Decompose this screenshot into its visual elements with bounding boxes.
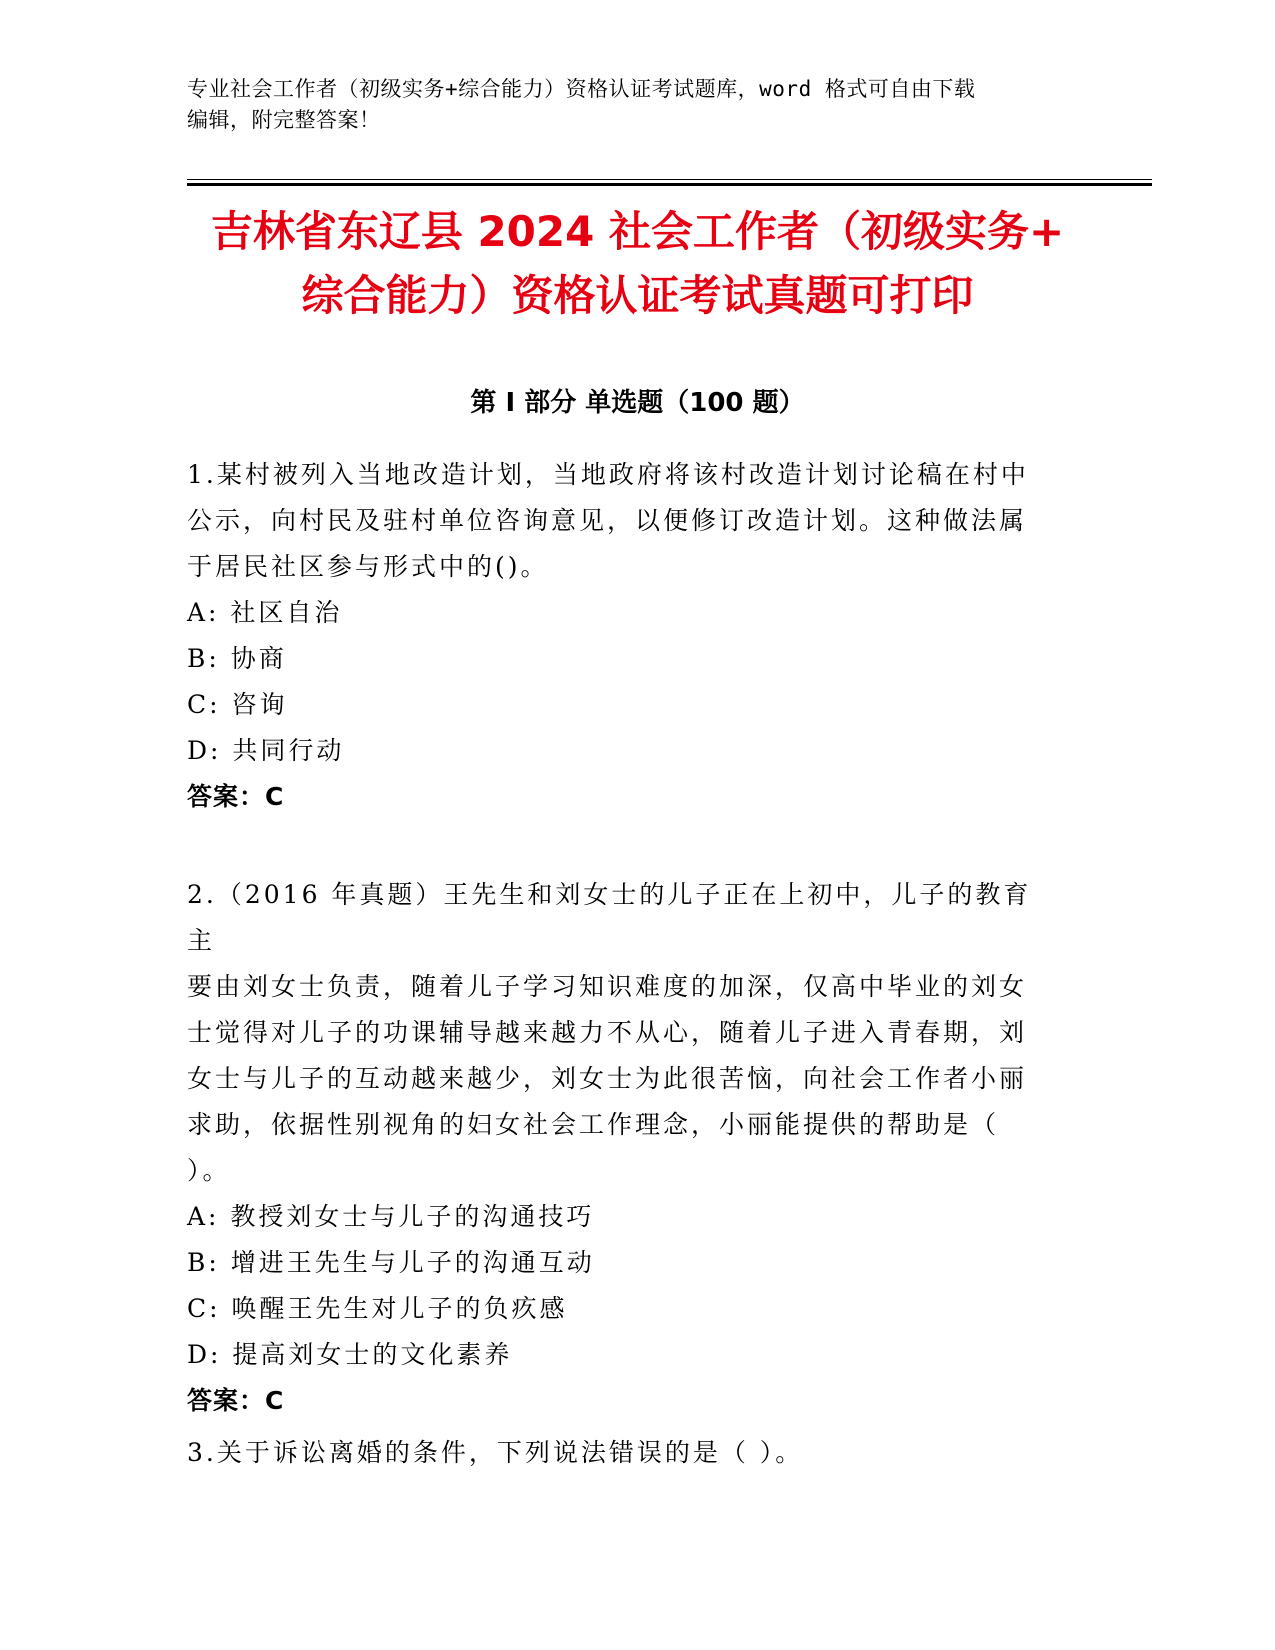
answer: 答案：C [187, 782, 285, 811]
option-a: A: 教授刘女士与儿子的沟通技巧 [187, 1202, 595, 1231]
option-d: D: 提高刘女士的文化素养 [187, 1340, 513, 1369]
option-a: A: 社区自治 [187, 598, 343, 627]
option-c: C: 唤醒王先生对儿子的负疚感 [187, 1294, 568, 1323]
section-heading: 第 I 部分 单选题（100 题） [470, 388, 805, 418]
question-text-line: 3.关于诉讼离婚的条件，下列说法错误的是（ ）。 [187, 1438, 804, 1467]
title-line-2: 综合能力）资格认证考试真题可打印 [301, 271, 974, 320]
header-rule-thick [187, 183, 1152, 186]
question-text-line: 2.（2016 年真题）王先生和刘女士的儿子正在上初中，儿子的教育主 [187, 880, 1032, 955]
header-rule-thin [187, 179, 1152, 180]
header-note [187, 74, 1087, 136]
question-text-line: 1.某村被列入当地改造计划，当地政府将该村改造计划讨论稿在村中 [187, 460, 1029, 489]
question-text-line: 公示，向村民及驻村单位咨询意见，以便修订改造计划。这种做法属 [187, 506, 1028, 535]
document-title [187, 200, 1088, 328]
option-d: D: 共同行动 [187, 736, 345, 765]
header-note-line-2: 编辑，附完整答案！ [187, 108, 381, 132]
question-text-line: 于居民社区参与形式中的()。 [187, 552, 549, 581]
question-text-line: 士觉得对儿子的功课辅导越来越力不从心，随着儿子进入青春期，刘 [187, 1018, 1028, 1047]
answer: 答案：C [187, 1386, 285, 1415]
title-line-1: 吉林省东辽县 2024 社会工作者（初级实务+ [210, 207, 1065, 256]
option-b: B: 协商 [187, 644, 287, 673]
option-b: B: 增进王先生与儿子的沟通互动 [187, 1248, 595, 1277]
question-text-line: 女士与儿子的互动越来越少，刘女士为此很苦恼，向社会工作者小丽 [187, 1064, 1028, 1093]
question-2 [187, 872, 1057, 1424]
header-note-line-1: 专业社会工作者（初级实务+综合能力）资格认证考试题库，word 格式可自由下载 [187, 77, 976, 101]
question-1 [187, 452, 1057, 820]
question-text-line: ）。 [187, 1156, 231, 1185]
question-3 [187, 1430, 1057, 1476]
option-c: C: 咨询 [187, 690, 288, 719]
question-text-line: 求助，依据性别视角的妇女社会工作理念，小丽能提供的帮助是（ [187, 1110, 1000, 1139]
question-text-line: 要由刘女士负责，随着儿子学习知识难度的加深，仅高中毕业的刘女 [187, 972, 1028, 1001]
